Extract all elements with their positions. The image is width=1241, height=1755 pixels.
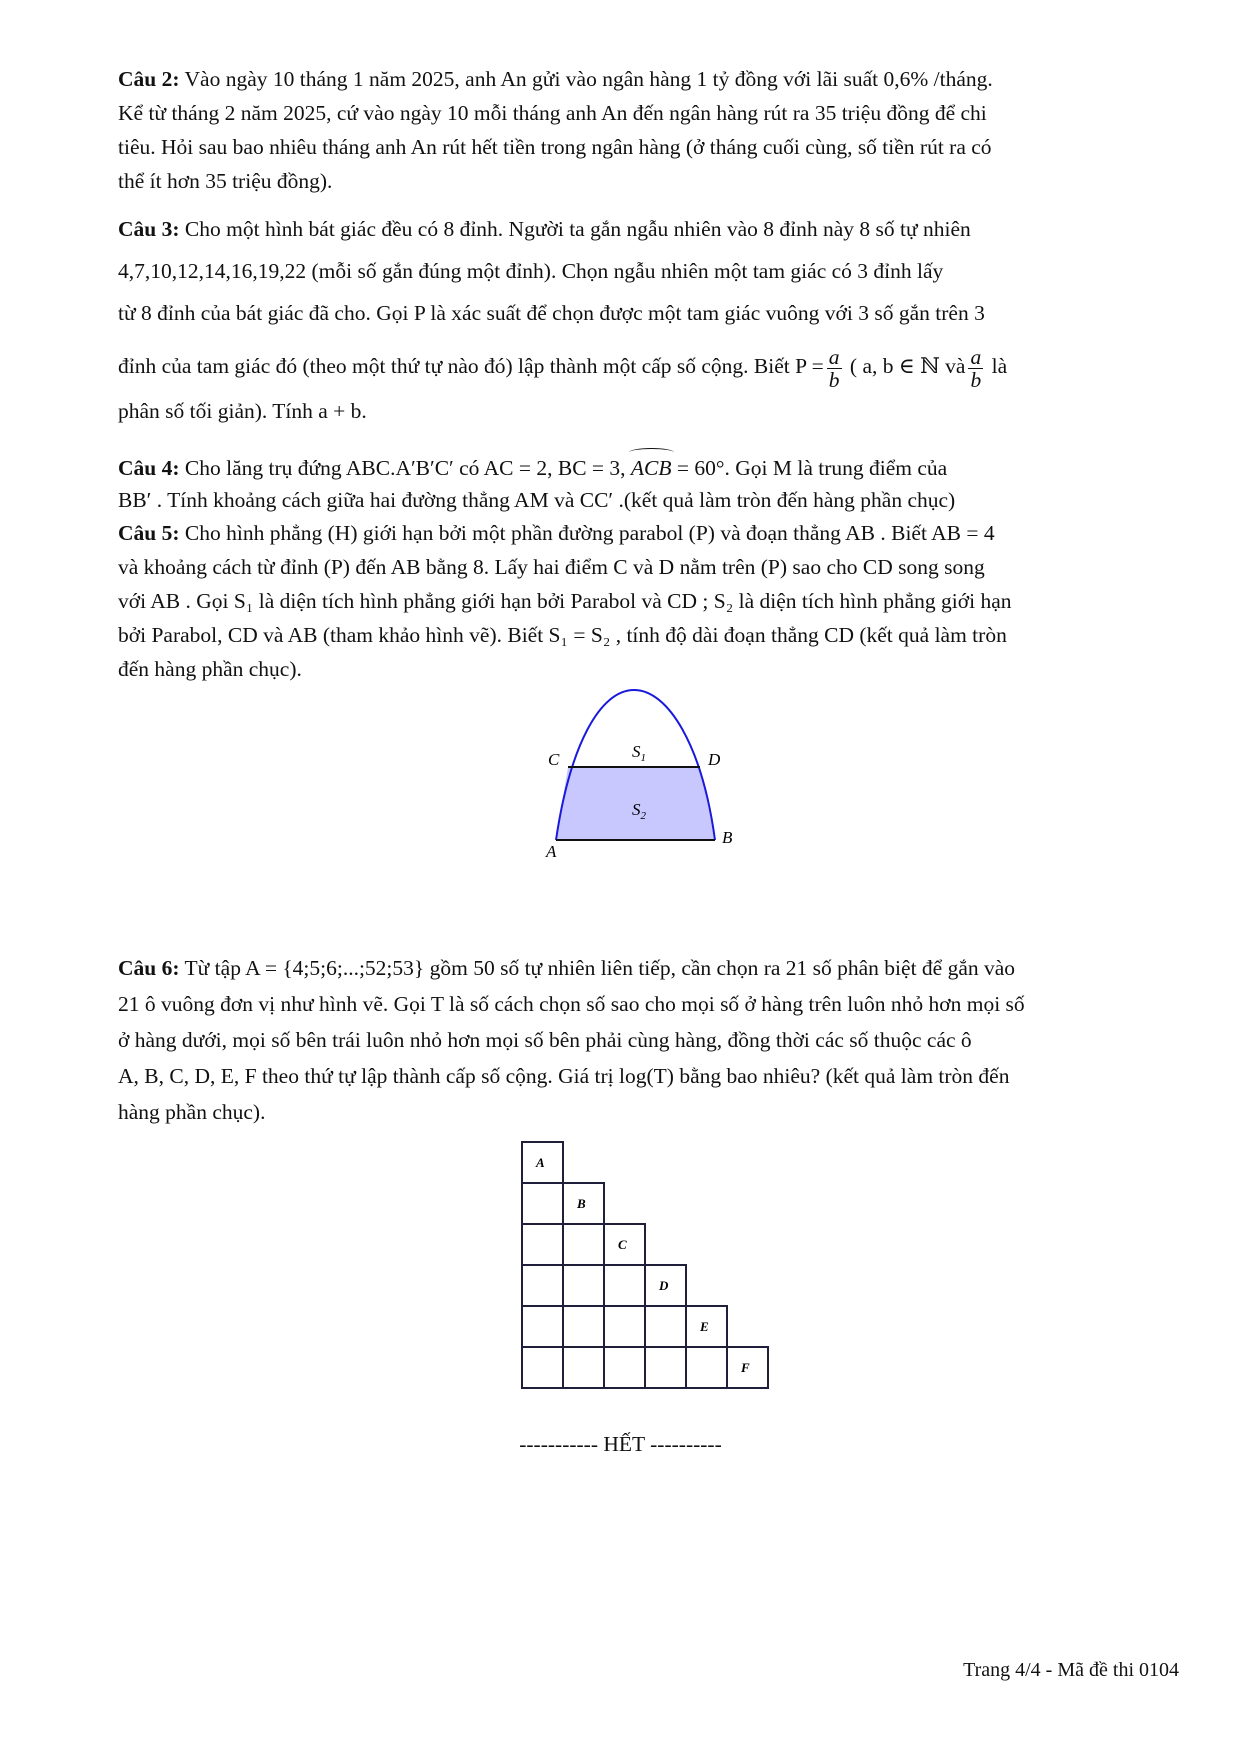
question-3-line-4: đỉnh của tam giác đó (theo một thứ tự nào đó) lập thành một cấp số cộng. Biết P = $\frac{a}{b}$ ( a, b ∈ ℕ và $\frac{a}{b}$ là: [118, 344, 1008, 392]
question-2-line-2: Kể từ tháng 2 năm 2025, cứ vào ngày 10 mỗi tháng anh An đến ngân hàng rút ra 35 triệu đồng để chi: [118, 101, 987, 125]
label-a: A: [546, 842, 557, 861]
grid-cell: [522, 1183, 563, 1224]
label-d: D: [708, 750, 721, 769]
question-5-label: Câu 5:: [118, 521, 180, 545]
question-3-line-1: Câu 3: Cho một hình bát giác đều có 8 đỉnh. Người ta gắn ngẫu nhiên vào 8 đỉnh này 8 số tự nhiên: [118, 217, 971, 241]
question-3-label: Câu 3:: [118, 217, 180, 241]
question-5-line-3: với AB . Gọi S₁ là diện tích hình phẳng giới hạn bởi Parabol và CD ; S₂ là diện tích hình phẳng giới hạn: [118, 589, 1012, 613]
grid-cell: [563, 1347, 604, 1388]
grid-cell: [522, 1306, 563, 1347]
cell-label-a: A: [536, 1155, 545, 1170]
question-6-label: Câu 6:: [118, 956, 180, 980]
parabola-figure: [540, 685, 780, 950]
question-5-line-4: bởi Parabol, CD và AB (tham khảo hình vẽ). Biết S₁ = S₂ , tính độ dài đoạn thẳng CD (kết quả làm tròn: [118, 623, 1007, 647]
question-4: [118, 452, 1186, 516]
cell-label-b: B: [577, 1196, 586, 1211]
question-3: [118, 212, 1186, 430]
cell-label-f: F: [741, 1360, 750, 1375]
cell-label-d: D: [659, 1278, 669, 1293]
page-footer: Trang 4/4 - Mã đề thi 0104: [963, 1659, 1179, 1681]
label-b: B: [722, 828, 733, 847]
label-s1: $S_1$: [632, 742, 646, 764]
cell-label-c: C: [618, 1237, 627, 1252]
angle-acb: ACB: [631, 452, 672, 484]
label-s2: $S_2$: [632, 800, 646, 822]
fraction-a-over-b: $\frac{a}{b}$: [828, 344, 840, 392]
grid-cell: [563, 1224, 604, 1265]
staircase-grid: [520, 1140, 780, 1400]
question-6: [118, 950, 1186, 1130]
grid-cell: [563, 1265, 604, 1306]
label-c: C: [548, 750, 560, 769]
question-2-line-1: Câu 2: Vào ngày 10 tháng 1 năm 2025, anh An gửi vào ngân hàng 1 tỷ đồng với lãi suất 0,6% /tháng.: [118, 67, 993, 91]
grid-cell: [604, 1347, 645, 1388]
question-3-line-2: 4,7,10,12,14,16,19,22 (mỗi số gắn đúng một đỉnh). Chọn ngẫu nhiên một tam giác có 3 đỉnh lấy: [118, 259, 944, 283]
question-2-line-4: thể ít hơn 35 triệu đồng).: [118, 169, 333, 193]
question-3-line-5: phân số tối giản). Tính a + b.: [118, 399, 367, 423]
grid-cell: [645, 1306, 686, 1347]
cell-label-e: E: [700, 1319, 709, 1334]
question-4-label: Câu 4:: [118, 456, 180, 480]
question-5-line-5: đến hàng phần chục).: [118, 657, 302, 681]
grid-cell: [522, 1347, 563, 1388]
grid-cell: [645, 1347, 686, 1388]
grid-cell: [604, 1265, 645, 1306]
question-4-line-2: BB′ . Tính khoảng cách giữa hai đường thẳng AM và CC′ .(kết quả làm tròn đến hàng phần chục): [118, 488, 956, 512]
question-6-line-5: hàng phần chục).: [118, 1100, 266, 1124]
question-6-line-4: A, B, C, D, E, F theo thứ tự lập thành cấp số cộng. Giá trị log(T) bằng bao nhiêu? (kết quả làm tròn đến: [118, 1064, 1010, 1088]
fraction-a-over-b-2: $\frac{a}{b}$: [970, 344, 982, 392]
question-2-label: Câu 2:: [118, 67, 180, 91]
question-4-line-1: Câu 4: Cho lăng trụ đứng ABC.A′B′C′ có AC = 2, BC = 3, ACB = 60°. Gọi M là trung điểm của: [118, 452, 1186, 484]
question-6-line-2: 21 ô vuông đơn vị như hình vẽ. Gọi T là số cách chọn số sao cho mọi số ở hàng trên luôn nhỏ hơn mọi số: [118, 992, 1025, 1016]
grid-cell: [522, 1265, 563, 1306]
grid-cell: [686, 1347, 727, 1388]
question-6-line-1: Câu 6: Từ tập A = {4;5;6;...;52;53} gồm 50 số tự nhiên liên tiếp, cần chọn ra 21 số phân biệt để gắn vào: [118, 956, 1016, 980]
question-5-line-1: Câu 5: Cho hình phẳng (H) giới hạn bởi một phần đường parabol (P) và đoạn thẳng AB . Biết AB = 4: [118, 521, 995, 545]
end-marker: ----------- HẾT ----------: [519, 1432, 722, 1456]
question-5: [118, 516, 1186, 686]
question-3-line-3: từ 8 đỉnh của bát giác đã cho. Gọi P là xác suất để chọn được một tam giác vuông với 3 số gắn trên 3: [118, 301, 985, 325]
question-2-line-3: tiêu. Hỏi sau bao nhiêu tháng anh An rút hết tiền trong ngân hàng (ở tháng cuối cùng, số tiền rút ra có: [118, 135, 992, 159]
question-2: [118, 62, 1186, 198]
grid-cell: [604, 1306, 645, 1347]
question-5-line-2: và khoảng cách từ đỉnh (P) đến AB bằng 8. Lấy hai điểm C và D nằm trên (P) sao cho CD song song: [118, 555, 985, 579]
question-6-line-3: ở hàng dưới, mọi số bên trái luôn nhỏ hơn mọi số bên phải cùng hàng, đồng thời các số thuộc các ô: [118, 1028, 972, 1052]
grid-cell: [563, 1306, 604, 1347]
grid-cell: [522, 1224, 563, 1265]
